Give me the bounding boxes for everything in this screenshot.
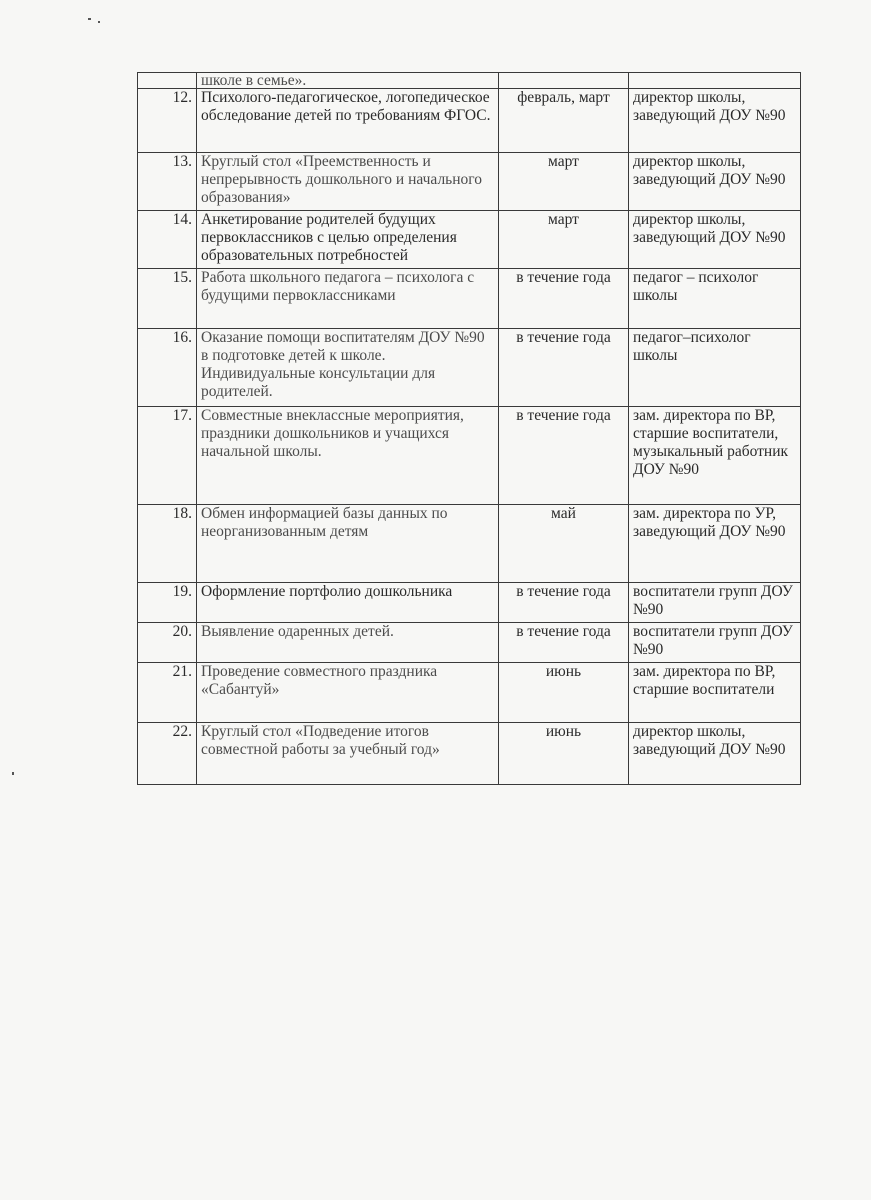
row-number: 19.	[138, 583, 197, 623]
table-row	[138, 407, 801, 505]
date-cell: в течение года	[499, 329, 629, 407]
event-cell: Выявление одаренных детей.	[197, 623, 499, 663]
responsible-cell: педагог–психолог школы	[629, 329, 801, 407]
table-row	[138, 623, 801, 663]
row-number: 18.	[138, 505, 197, 583]
date-cell: в течение года	[499, 407, 629, 505]
date-cell	[499, 73, 629, 89]
row-number: 16.	[138, 329, 197, 407]
table-row	[138, 211, 801, 269]
responsible-cell: воспитатели групп ДОУ №90	[629, 583, 801, 623]
scan-speck	[98, 21, 100, 23]
responsible-cell: директор школы, заведующий ДОУ №90	[629, 89, 801, 153]
plan-table	[137, 72, 801, 785]
event-cell: Проведение совместного праздника «Сабантуй»	[197, 663, 499, 723]
row-number: 20.	[138, 623, 197, 663]
table-row	[138, 73, 801, 89]
date-cell: в течение года	[499, 583, 629, 623]
table-row	[138, 583, 801, 623]
table-row	[138, 269, 801, 329]
row-number: 12.	[138, 89, 197, 153]
event-cell: школе в семье».	[197, 73, 499, 89]
row-number: 13.	[138, 153, 197, 211]
date-cell: июнь	[499, 723, 629, 785]
date-cell: июнь	[499, 663, 629, 723]
responsible-cell: воспитатели групп ДОУ №90	[629, 623, 801, 663]
responsible-cell: директор школы, заведующий ДОУ №90	[629, 153, 801, 211]
responsible-cell: зам. директора по ВР, старшие воспитатели, музыкальный работник ДОУ №90	[629, 407, 801, 505]
table-row	[138, 153, 801, 211]
event-cell: Работа школьного педагога – психолога с будущими первоклассниками	[197, 269, 499, 329]
responsible-cell: директор школы, заведующий ДОУ №90	[629, 211, 801, 269]
scan-speck	[12, 772, 14, 775]
row-number: 17.	[138, 407, 197, 505]
date-cell: в течение года	[499, 269, 629, 329]
date-cell: февраль, март	[499, 89, 629, 153]
event-cell: Круглый стол «Подведение итогов совместной работы за учебный год»	[197, 723, 499, 785]
responsible-cell: педагог – психолог школы	[629, 269, 801, 329]
table-row	[138, 505, 801, 583]
date-cell: март	[499, 153, 629, 211]
row-number: 22.	[138, 723, 197, 785]
table-row	[138, 723, 801, 785]
table-row	[138, 329, 801, 407]
row-number: 15.	[138, 269, 197, 329]
event-cell: Совместные внеклассные мероприятия, праздники дошкольников и учащихся начальной школы.	[197, 407, 499, 505]
table-row	[138, 663, 801, 723]
date-cell: март	[499, 211, 629, 269]
responsible-cell	[629, 73, 801, 89]
table-row	[138, 89, 801, 153]
event-cell: Оказание помощи воспитателям ДОУ №90 в подготовке детей к школе. Индивидуальные консультации для родителей.	[197, 329, 499, 407]
event-cell: Анкетирование родителей будущих первоклассников с целью определения образовательных потребностей	[197, 211, 499, 269]
event-cell: Обмен информацией базы данных по неорганизованным детям	[197, 505, 499, 583]
responsible-cell: зам. директора по УР, заведующий ДОУ №90	[629, 505, 801, 583]
row-number	[138, 73, 197, 89]
event-cell: Оформление портфолио дошкольника	[197, 583, 499, 623]
responsible-cell: директор школы, заведующий ДОУ №90	[629, 723, 801, 785]
event-cell: Психолого-педагогическое, логопедическое обследование детей по требованиям ФГОС.	[197, 89, 499, 153]
scan-speck	[88, 18, 91, 20]
date-cell: в течение года	[499, 623, 629, 663]
responsible-cell: зам. директора по ВР, старшие воспитатели	[629, 663, 801, 723]
row-number: 21.	[138, 663, 197, 723]
row-number: 14.	[138, 211, 197, 269]
event-cell: Круглый стол «Преемственность и непрерывность дошкольного и начального образования»	[197, 153, 499, 211]
date-cell: май	[499, 505, 629, 583]
